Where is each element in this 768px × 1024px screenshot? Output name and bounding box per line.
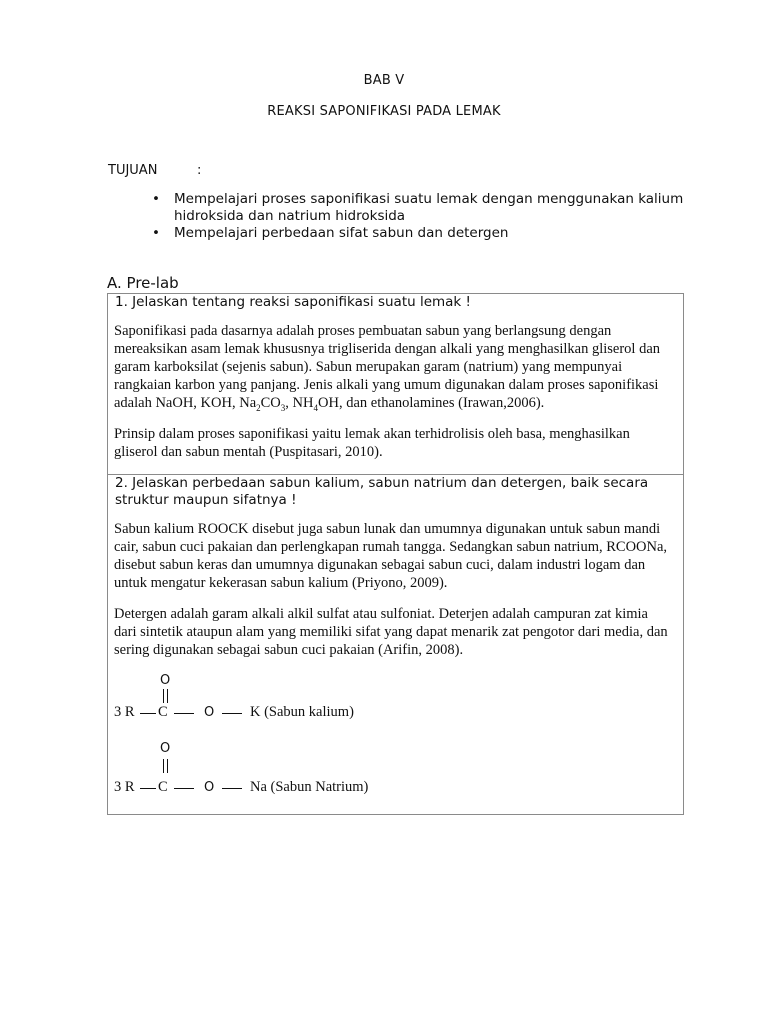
coefficient-r: 3 R xyxy=(114,704,135,720)
chapter-number: BAB V xyxy=(363,73,405,88)
tujuan-item-text: Mempelajari proses saponifikasi suatu lemak dengan menggunakan kalium hidroksida dan natrium hidroksida xyxy=(174,191,684,224)
question-box-2 xyxy=(107,474,684,815)
coefficient-r: 3 R xyxy=(114,779,135,795)
double-bond-line xyxy=(163,759,164,773)
oxygen-atom: O xyxy=(204,780,215,795)
answer-1-paragraph-2: Prinsip dalam proses saponifikasi yaitu lemak akan terhidrolisis oleh basa, menghasilkan gliserol dan sabun mentah (Puspitasari, 2010). xyxy=(114,426,630,460)
metal-label: K (Sabun kalium) xyxy=(250,704,354,720)
bond-line xyxy=(140,788,156,789)
carbon-atom: C xyxy=(158,779,168,795)
question-2: 2. Jelaskan perbedaan sabun kalium, sabun natrium dan detergen, baik secara struktur maupun sifatnya ! xyxy=(115,475,649,508)
bond-line xyxy=(222,713,242,714)
prelab-heading: A. Pre-lab xyxy=(107,274,179,292)
question-box-1 xyxy=(107,293,684,475)
carbonyl-oxygen: O xyxy=(160,673,171,688)
bond-line xyxy=(222,788,242,789)
tujuan-list xyxy=(152,191,712,242)
tujuan-label: TUJUAN xyxy=(108,163,158,178)
metal-label: Na (Sabun Natrium) xyxy=(250,779,369,795)
chapter-title: REAKSI SAPONIFIKASI PADA LEMAK xyxy=(267,104,501,119)
double-bond-line xyxy=(163,689,164,703)
tujuan-colon: : xyxy=(197,163,202,178)
double-bond-line xyxy=(167,689,168,703)
carbonyl-oxygen: O xyxy=(160,741,171,756)
bullet-icon: • xyxy=(152,191,160,207)
tujuan-item-text: Mempelajari perbedaan sifat sabun dan detergen xyxy=(174,225,509,241)
bond-line xyxy=(174,713,194,714)
bond-line xyxy=(174,788,194,789)
tujuan-item xyxy=(152,225,712,242)
tujuan-item xyxy=(152,191,712,225)
double-bond-line xyxy=(167,759,168,773)
answer-1-paragraph-1: Saponifikasi pada dasarnya adalah proses pembuatan sabun yang berlangsung dengan mereaksikan asam lemak khususnya trigliserida dengan alkali yang menghasilkan gliserol dan garam karboksilat (sejenis sabun). Sabun merupakan garam (natrium) yang mempunyai rangkaian karbon yang panjang. Jenis alkali yang umum digunakan dalam proses saponifikasi adalah NaOH, KOH, $Na_2CO_3$, $NH_4OH$, dan ethanolamines (Irawan,2006). xyxy=(114,323,661,413)
answer-2-paragraph-2: Detergen adalah garam alkali alkil sulfat atau sulfoniat. Deterjen adalah campuran zat kimia dari sintetik ataupun alam yang memiliki sifat yang dapat menarik zat pengotor dari media, dan sering digunakan sebagai sabun cuci pakaian (Arifin, 2008). xyxy=(114,606,668,658)
question-1: 1. Jelaskan tentang reaksi saponifikasi suatu lemak ! xyxy=(115,294,471,310)
answer-2-paragraph-1: Sabun kalium ROOCK disebut juga sabun lunak dan umumnya digunakan untuk sabun mandi cair, sabun cuci pakaian dan perlengkapan rumah tangga. Sedangkan sabun natrium, RCOONa, disebut sabun keras dan umumnya digunakan sebagai sabun cuci, dalam industri logam dan untuk mengatur kekerasan sabun kalium (Priyono, 2009). xyxy=(114,521,668,591)
bullet-icon: • xyxy=(152,225,160,241)
bond-line xyxy=(140,713,156,714)
carbon-atom: C xyxy=(158,704,168,720)
oxygen-atom: O xyxy=(204,705,215,720)
